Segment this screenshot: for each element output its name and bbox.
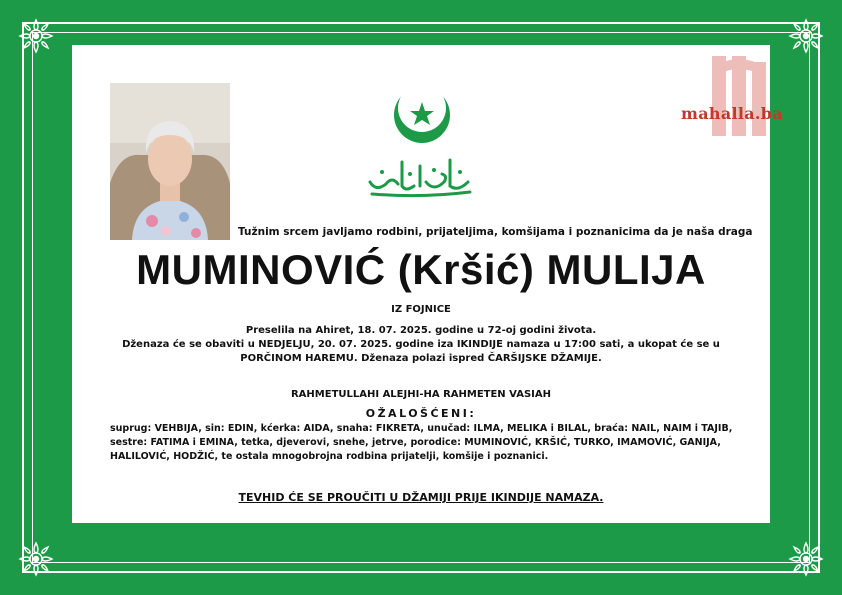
corner-ornament-icon — [16, 539, 56, 579]
bereaved-title: OŽALOŠĆENI: — [365, 407, 477, 420]
corner-ornament-icon — [786, 539, 826, 579]
family-list — [110, 422, 740, 464]
family-line: suprug: VEHBIJA, sin: EDIN, kćerka: AIDA, snaha: FIKRETA, unučad: ILMA, MELIKA i BILAL, braća: NAIL, NAIM i TAJIB, — [110, 423, 733, 434]
crescent-star-icon — [392, 84, 452, 144]
death-info: Preselila na Ahiret, 18. 07. 2025. godine u 72-oj godini života. — [245, 325, 597, 336]
family-line: HALILOVIĆ, HODŽIĆ, te ostala mnogobrojna rodbina prijatelji, komšije i poznanici. — [110, 451, 549, 462]
deceased-name: MUMINOVIĆ (Kršić) MULIJA — [136, 246, 706, 293]
deceased-photo — [110, 83, 230, 240]
family-line: sestre: FATIMA i EMINA, tetka, djeverovi, snehe, jetrve, porodice: MUMINOVIĆ, KRŠIĆ, TURKO, IMAMOVIĆ, GANIJA, — [110, 437, 721, 448]
corner-ornament-icon — [16, 16, 56, 56]
tevhid-announcement: TEVHID ĆE SE PROUČITI U DŽAMIJI PRIJE IKINDIJE NAMAZA. — [238, 491, 604, 504]
corner-ornament-icon — [786, 16, 826, 56]
arabic-calligraphy — [362, 152, 478, 198]
funeral-info-line-1: Dženaza će se obaviti u NEDJELJU, 20. 07. 2025. godine iza IKINDIJE namaza u 17:00 sati, a ukopat će se u — [122, 339, 720, 350]
prayer-text: RAHMETULLAHI ALEJHI-HA RAHMETEN VASIAH — [290, 389, 551, 400]
intro-text: Tužnim srcem javljamo rodbini, prijateljima, komšijama i poznanicima da je naša draga — [238, 226, 753, 238]
origin-text: IZ FOJNICE — [391, 304, 451, 315]
mahalla-logo-mark — [682, 56, 790, 148]
watermark-text: mahalla.ba — [681, 104, 783, 123]
funeral-info-line-2: PORČINOM HAREMU. Dženaza polazi ispred ČARŠIJSKE DŽAMIJE. — [240, 353, 602, 364]
